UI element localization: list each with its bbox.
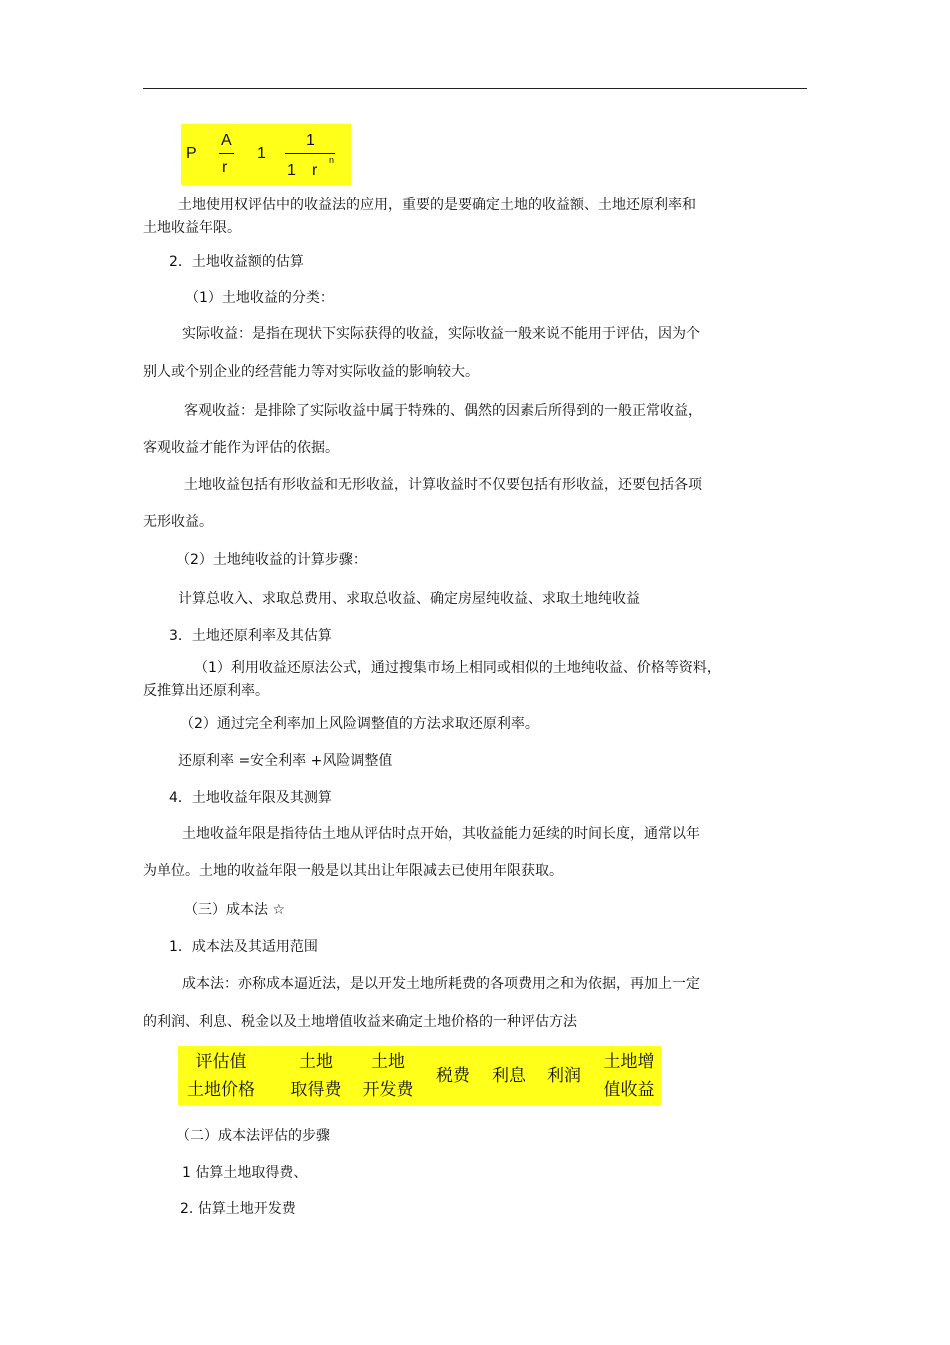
formula-den-one: 1 (287, 162, 296, 179)
text-land-term-2: 为单位。土地的收益年限一般是以其出让年限减去已使用年限获取。 (143, 863, 563, 879)
formula-fraction-line-1 (219, 153, 234, 154)
cell-profit: 利润 (547, 1066, 581, 1086)
text-land-term-1: 土地收益年限是指待估土地从评估时点开始，其收益能力延续的时间长度，通常以年 (182, 826, 700, 842)
subheading-classification: （1）土地收益的分类： (185, 290, 334, 306)
cost-formula-box (178, 1046, 661, 1105)
cell-land-price: 土地价格 (187, 1080, 255, 1100)
subheading-cost-method-steps: （二）成本法评估的步骤 (176, 1128, 330, 1144)
text-line-1: 土地使用权评估中的收益法的应用，重要的是要确定土地的收益额、土地还原利率和 (178, 197, 696, 213)
text-net-income-steps: 计算总收入、求取总费用、求取总收益、确定房屋纯收益、求取土地纯收益 (178, 591, 640, 607)
cell-taxes: 税费 (436, 1066, 470, 1086)
text-objective-income-2: 客观收益才能作为评估的依据。 (143, 440, 339, 456)
text-cost-method-def-2: 的利润、利息、税金以及土地增值收益来确定土地价格的一种评估方法 (143, 1014, 577, 1030)
text-line-2: 土地收益年限。 (143, 220, 241, 236)
text-cost-method-def-1: 成本法：亦称成本逼近法，是以开发土地所耗费的各项费用之和为依据，再加上一定 (182, 976, 700, 992)
subheading-net-income-steps: （2）土地纯收益的计算步骤： (176, 552, 367, 568)
section-heading-cost-method: （三）成本法 ☆ (184, 902, 286, 918)
text-rate-method-2: （2）通过完全利率加上风险调整值的方法求取还原利率。 (180, 716, 539, 732)
text-actual-income-2: 别人或个别企业的经营能力等对实际收益的影响较大。 (143, 364, 479, 380)
cell-development-fee: 开发费 (362, 1080, 414, 1100)
cell-land-1: 土地 (299, 1052, 333, 1072)
section-heading-3: 3．土地还原利率及其估算 (169, 628, 332, 644)
formula-p: P (186, 145, 197, 162)
formula-r: r (222, 159, 228, 176)
text-actual-income-1: 实际收益：是指在现状下实际获得的收益，实际收益一般来说不能用于评估，因为个 (182, 326, 700, 342)
formula-den-r: r (312, 162, 318, 179)
formula-a: A (221, 132, 232, 149)
header-rule (143, 88, 807, 89)
cell-interest: 利息 (492, 1066, 526, 1086)
text-rate-method-1a: （1）利用收益还原法公式，通过搜集市场上相同或相似的土地纯收益、价格等资料， (194, 660, 721, 676)
cell-appraised-value: 评估值 (195, 1052, 247, 1072)
section-heading-2: 2．土地收益额的估算 (169, 254, 304, 270)
text-rate-method-1b: 反推算出还原利率。 (143, 683, 269, 699)
formula-fraction-line-2 (285, 153, 335, 154)
text-tangible-income-2: 无形收益。 (143, 514, 213, 530)
step-2: 2. 估算土地开发费 (180, 1201, 296, 1217)
cell-land-appreciation-1: 土地增 (603, 1052, 655, 1072)
income-formula-box (181, 124, 351, 185)
text-objective-income-1: 客观收益：是排除了实际收益中属于特殊的、偶然的因素后所得到的一般正常收益， (184, 403, 702, 419)
text-tangible-income-1: 土地收益包括有形收益和无形收益，计算收益时不仅要包括有形收益，还要包括各项 (184, 477, 702, 493)
text-rate-equation: 还原利率 =安全利率 +风险调整值 (178, 753, 393, 769)
formula-one: 1 (257, 145, 266, 162)
formula-exponent: n (329, 155, 335, 165)
section-heading-4: 4．土地收益年限及其测算 (169, 790, 332, 806)
formula-numerator: 1 (306, 132, 315, 149)
step-1: 1 估算土地取得费、 (182, 1165, 308, 1181)
subheading-cost-method-scope: 1．成本法及其适用范围 (169, 939, 318, 955)
cell-land-2: 土地 (371, 1052, 405, 1072)
cell-acquisition-fee: 取得费 (290, 1080, 342, 1100)
cell-land-appreciation-2: 值收益 (603, 1080, 655, 1100)
